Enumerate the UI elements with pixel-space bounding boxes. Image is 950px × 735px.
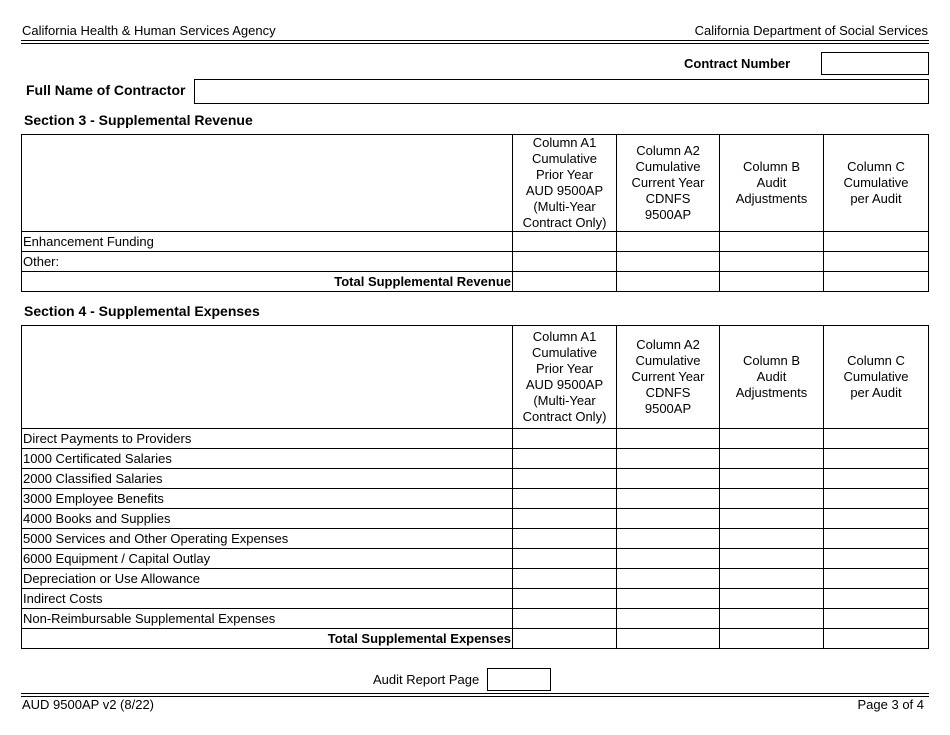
section4-title: Section 4 - Supplemental Expenses (24, 303, 260, 319)
total-amount-cell[interactable] (513, 272, 617, 292)
audit-report-page-label: Audit Report Page (373, 672, 480, 687)
amount-cell[interactable] (617, 449, 720, 469)
column-header-row (22, 135, 929, 232)
total-amount-cell[interactable] (824, 629, 929, 649)
amount-cell[interactable] (824, 429, 929, 449)
amount-cell[interactable] (617, 252, 720, 272)
amount-cell[interactable] (824, 489, 929, 509)
table-row (22, 252, 929, 272)
page-number: Page 3 of 4 (857, 697, 924, 712)
total-amount-cell[interactable] (720, 272, 824, 292)
header-rule-top (21, 40, 929, 41)
contract-number-field[interactable] (821, 52, 929, 75)
amount-cell[interactable] (513, 549, 617, 569)
total-label: Total Supplemental Expenses (22, 629, 513, 649)
table-row (22, 549, 929, 569)
amount-cell[interactable] (720, 252, 824, 272)
total-amount-cell[interactable] (720, 629, 824, 649)
amount-cell[interactable] (513, 449, 617, 469)
amount-cell[interactable] (824, 252, 929, 272)
amount-cell[interactable] (824, 449, 929, 469)
amount-cell[interactable] (824, 589, 929, 609)
amount-cell[interactable] (513, 489, 617, 509)
amount-cell[interactable] (720, 609, 824, 629)
amount-cell[interactable] (617, 469, 720, 489)
amount-cell[interactable] (513, 509, 617, 529)
amount-cell[interactable] (617, 429, 720, 449)
footer-rule-bottom (21, 696, 929, 697)
row-label: Indirect Costs (22, 589, 513, 609)
amount-cell[interactable] (617, 232, 720, 252)
amount-cell[interactable] (617, 569, 720, 589)
amount-cell[interactable] (824, 609, 929, 629)
total-amount-cell[interactable] (513, 629, 617, 649)
total-row (22, 629, 929, 649)
amount-cell[interactable] (824, 469, 929, 489)
supplemental-expenses-table (21, 325, 929, 649)
row-label: Direct Payments to Providers (22, 429, 513, 449)
amount-cell[interactable] (513, 469, 617, 489)
amount-cell[interactable] (720, 449, 824, 469)
amount-cell[interactable] (513, 569, 617, 589)
total-amount-cell[interactable] (824, 272, 929, 292)
amount-cell[interactable] (824, 569, 929, 589)
contractor-name-field[interactable] (194, 79, 929, 104)
amount-cell[interactable] (720, 569, 824, 589)
section3-title: Section 3 - Supplemental Revenue (24, 112, 253, 128)
amount-cell[interactable] (720, 429, 824, 449)
column-header: Column C Cumulative per Audit (824, 135, 929, 232)
amount-cell[interactable] (617, 609, 720, 629)
column-header: Column C Cumulative per Audit (824, 326, 929, 429)
row-label: 6000 Equipment / Capital Outlay (22, 549, 513, 569)
amount-cell[interactable] (513, 589, 617, 609)
contractor-name-label: Full Name of Contractor (26, 82, 186, 98)
row-label: Other: (22, 252, 513, 272)
supplemental-revenue-table (21, 134, 929, 292)
column-header: Column B Audit Adjustments (720, 326, 824, 429)
amount-cell[interactable] (720, 469, 824, 489)
amount-cell[interactable] (617, 589, 720, 609)
column-header: Column A2 Cumulative Current Year CDNFS 9500AP (617, 326, 720, 429)
amount-cell[interactable] (617, 529, 720, 549)
table-row (22, 429, 929, 449)
header-blank-cell (22, 135, 513, 232)
row-label: 4000 Books and Supplies (22, 509, 513, 529)
row-label: Enhancement Funding (22, 232, 513, 252)
row-label: 3000 Employee Benefits (22, 489, 513, 509)
amount-cell[interactable] (824, 232, 929, 252)
table-row (22, 569, 929, 589)
column-header: Column A1 Cumulative Prior Year AUD 9500AP (Multi-Year Contract Only) (513, 135, 617, 232)
amount-cell[interactable] (513, 529, 617, 549)
table-row (22, 529, 929, 549)
amount-cell[interactable] (513, 429, 617, 449)
amount-cell[interactable] (720, 529, 824, 549)
row-label: 2000 Classified Salaries (22, 469, 513, 489)
amount-cell[interactable] (513, 609, 617, 629)
column-header-row (22, 326, 929, 429)
amount-cell[interactable] (824, 549, 929, 569)
column-header: Column A1 Cumulative Prior Year AUD 9500AP (Multi-Year Contract Only) (513, 326, 617, 429)
amount-cell[interactable] (617, 489, 720, 509)
department-name: California Department of Social Services (694, 23, 928, 38)
row-label: Non-Reimbursable Supplemental Expenses (22, 609, 513, 629)
total-row (22, 272, 929, 292)
table-row (22, 589, 929, 609)
table-row (22, 489, 929, 509)
column-header: Column A2 Cumulative Current Year CDNFS 9500AP (617, 135, 720, 232)
amount-cell[interactable] (720, 589, 824, 609)
form-id: AUD 9500AP v2 (8/22) (22, 697, 154, 712)
row-label: 5000 Services and Other Operating Expenses (22, 529, 513, 549)
amount-cell[interactable] (824, 509, 929, 529)
contract-number-label: Contract Number (684, 56, 791, 71)
amount-cell[interactable] (720, 549, 824, 569)
table-row (22, 469, 929, 489)
row-label: 1000 Certificated Salaries (22, 449, 513, 469)
header-blank-cell (22, 326, 513, 429)
total-amount-cell[interactable] (617, 629, 720, 649)
total-amount-cell[interactable] (617, 272, 720, 292)
agency-name: California Health & Human Services Agency (22, 23, 276, 38)
amount-cell[interactable] (720, 489, 824, 509)
amount-cell[interactable] (513, 232, 617, 252)
audit-report-page-field[interactable] (487, 668, 551, 691)
table-row (22, 509, 929, 529)
amount-cell[interactable] (824, 529, 929, 549)
amount-cell[interactable] (513, 252, 617, 272)
amount-cell[interactable] (720, 232, 824, 252)
table-row (22, 609, 929, 629)
amount-cell[interactable] (617, 549, 720, 569)
table-row (22, 449, 929, 469)
footer-rule-top (21, 693, 929, 694)
amount-cell[interactable] (720, 509, 824, 529)
row-label: Depreciation or Use Allowance (22, 569, 513, 589)
table-row (22, 232, 929, 252)
total-label: Total Supplemental Revenue (22, 272, 513, 292)
column-header: Column B Audit Adjustments (720, 135, 824, 232)
header-rule-bottom (21, 43, 929, 44)
amount-cell[interactable] (617, 509, 720, 529)
